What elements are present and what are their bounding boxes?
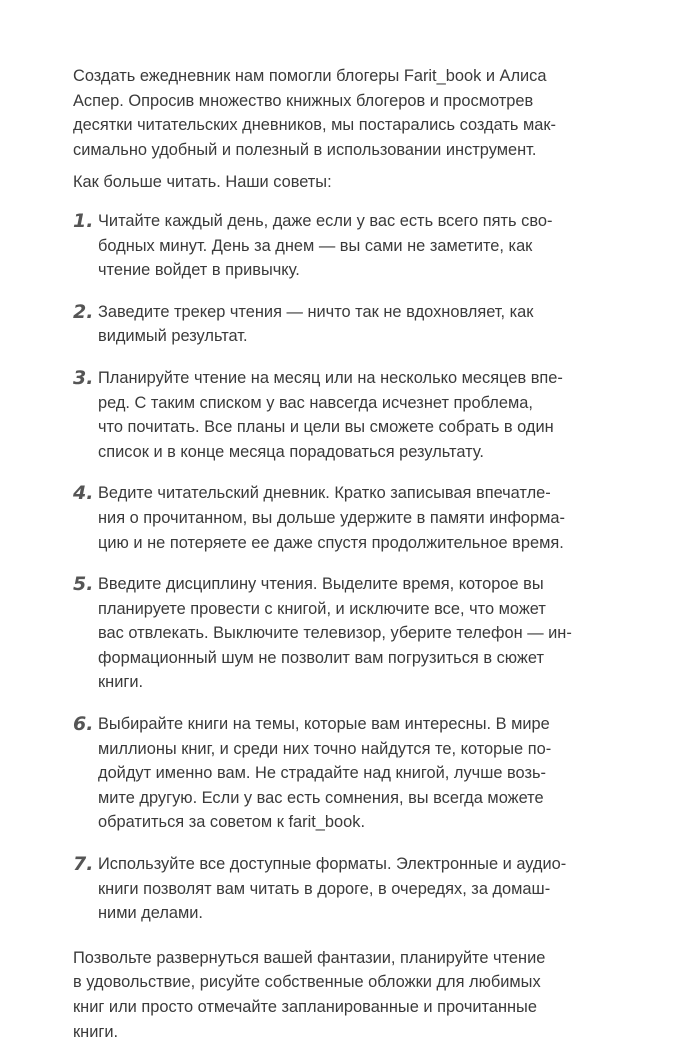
tip-number: 6.	[73, 713, 94, 736]
tip-item-3	[73, 366, 613, 464]
tip-text: Выбирайте книги на темы, которые вам интересны. В мире миллионы книг, и среди них точно найдутся те, которые по- дойдут именно вам. Не страдайте над книгой, лучше возь- мите другую. Если у вас есть сомнения, вы всегда можете обратиться за советом к farit_book.	[98, 715, 552, 832]
tip-item-6	[73, 712, 613, 835]
tip-text: Ведите читательский дневник. Кратко записывая впечатле- ния о прочитанном, вы дольше удержите в памяти информа- цию и не потеряете ее даже спустя продолжительное время.	[98, 484, 566, 552]
tip-number: 4.	[73, 482, 94, 505]
tip-item-2	[73, 300, 613, 349]
tip-item-1	[73, 209, 613, 283]
tip-item-7	[73, 852, 613, 926]
tip-number: 5.	[73, 573, 94, 596]
tips-heading: Как больше читать. Наши советы:	[73, 173, 332, 192]
tip-number: 7.	[73, 853, 94, 876]
tip-text: Используйте все доступные форматы. Электронные и аудио- книги позволят вам читать в дороге, в очередях, за домаш- ними делами.	[98, 855, 567, 923]
tip-text: Планируйте чтение на месяц или на несколько месяцев впе- ред. С таким списком у вас навсегда исчезнет проблема, что почитать. Все планы и цели вы сможете собрать в один список и в конце месяца порадоваться результату.	[98, 368, 563, 461]
tip-number: 2.	[73, 300, 94, 323]
intro-paragraph: Создать ежедневник нам помогли блогеры Farit_book и Алиса Аспер. Опросив множество книжных блогеров и просмотрев десятки читательских дневников, мы постарались создать мак- симально удобный и полезный в использовании инструмент.	[73, 67, 556, 159]
page-content	[73, 64, 613, 1044]
tip-item-5	[73, 572, 613, 695]
tips-list	[73, 209, 613, 926]
tip-text: Читайте каждый день, даже если у вас есть всего пять сво- бодных минут. День за днем — вы сами не заметите, как чтение войдет в привычку.	[98, 211, 553, 280]
tip-text: Заведите трекер чтения — ничто так не вдохновляет, как видимый результат.	[98, 302, 534, 346]
tip-number: 3.	[73, 366, 94, 389]
tip-text: Введите дисциплину чтения. Выделите время, которое вы планируете провести с книгой, и исключите все, что может вас отвлекать. Выключите телевизор, уберите телефон — ин- формационный шум не позволит вам погрузиться в сюжет книги.	[98, 575, 572, 692]
tip-number: 1.	[73, 209, 94, 232]
tip-item-4	[73, 481, 613, 555]
outro-paragraph: Позвольте развернуться вашей фантазии, планируйте чтение в удовольствие, рисуйте собственные обложки для любимых книг или просто отмечайте запланированные и прочитанные книги.	[73, 948, 546, 1041]
